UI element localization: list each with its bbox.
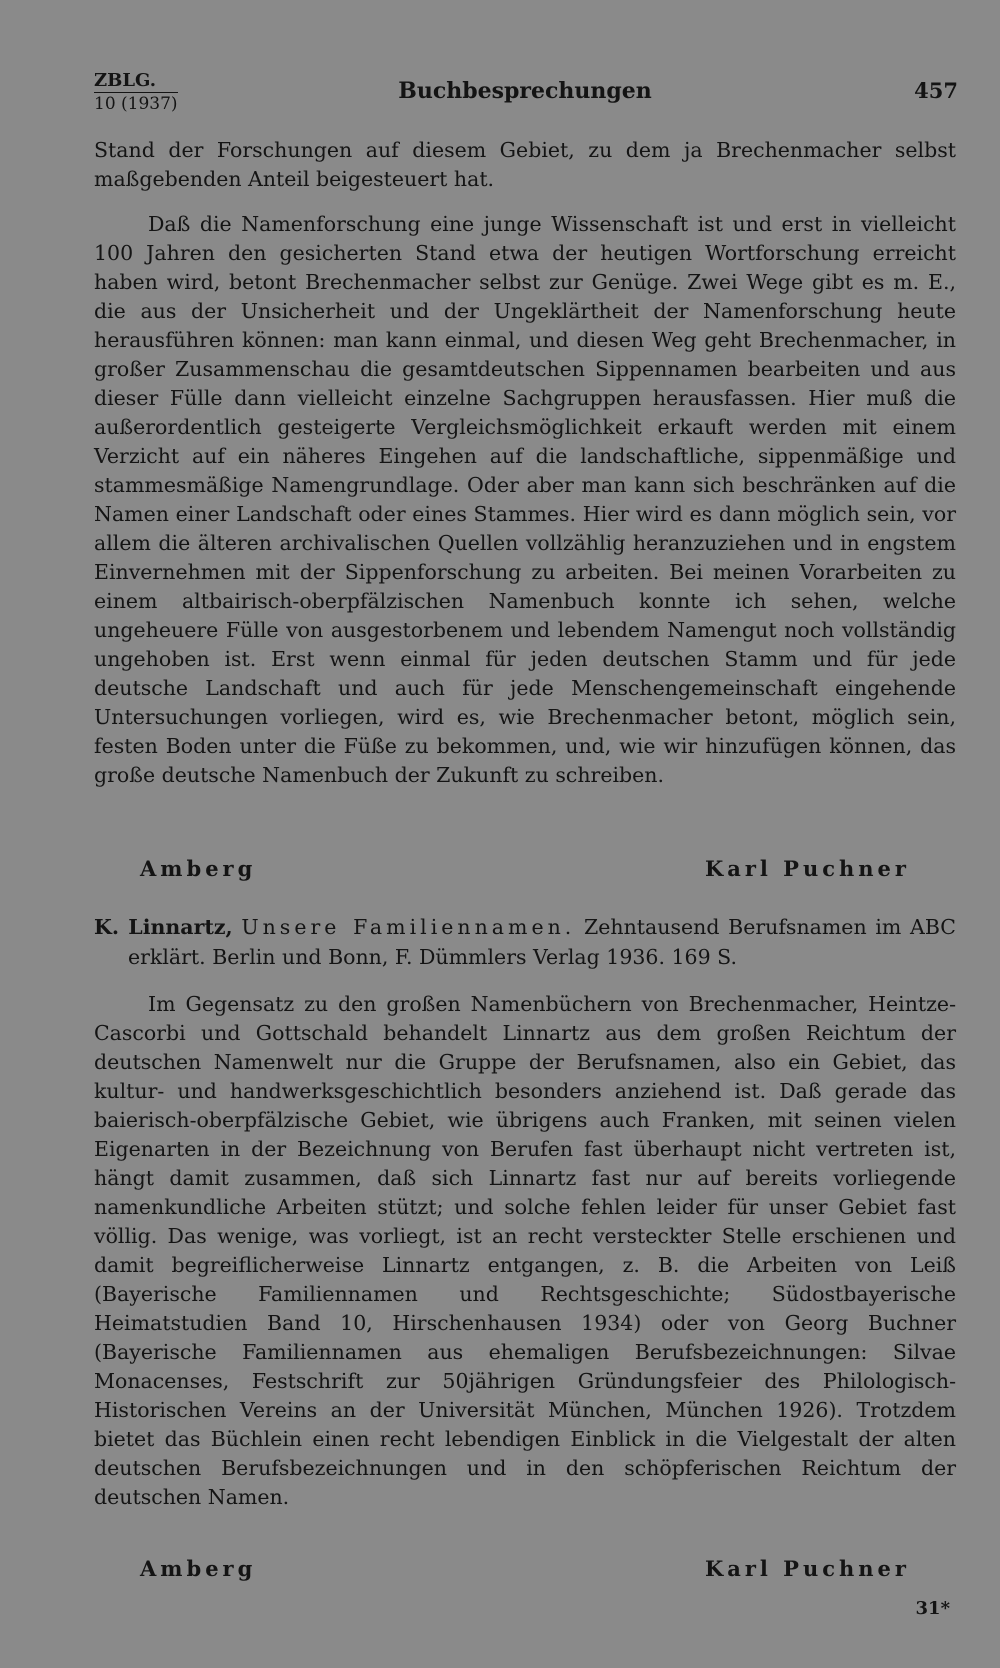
paragraph: Daß die Namenforschung eine junge Wissenschaft ist und erst in vielleicht 100 Jahren den gesicherten Stand etwa der heutigen Wortforschung erreicht haben wird, betont Brechenmacher selbst zur Genüge. Zwei Wege gibt es m. E., die aus der Unsicherheit und der Ungeklärtheit der Namenforschung heute herausführen können: man kann einmal, und diesen Weg geht Brechenmacher, in großer Zusammenschau die gesamtdeutschen Sippennamen bearbeiten und aus dieser Fülle dann vielleicht einzelne Sachgruppen herausfassen. Hier muß die außerordentlich gesteigerte Vergleichsmöglichkeit erkauft werden mit einem Verzicht auf ein näheres Eingehen auf die landschaftliche, sippenmäßige und stammesmäßige Namengrundlage. Oder aber man kann sich beschränken auf die Namen einer Landschaft oder eines Stammes. Hier wird es dann möglich sein, vor allem die älteren archivalischen Quellen vollzählig heranzuziehen und in engstem Einvernehmen mit der Sippenforschung zu arbeiten. Bei meinen Vorarbeiten zu einem altbairisch-oberpfälzischen Namenbuch konnte ich sehen, welche ungeheuere Fülle von ausgestorbenem und lebendem Namengut noch vollständig ungehoben ist. Erst wenn einmal für jeden deutschen Stamm und für jede deutsche Landschaft und auch für jede Menschengemeinschaft eingehende Untersuchungen vorliegen, wird es, wie Brechenmacher betont, möglich sein, festen Boden unter die Füße zu bekommen, und, wie wir hinzufügen können, das große deutsche Namenbuch der Zukunft zu schreiben. xyxy=(94,212,956,787)
review2-body xyxy=(94,990,956,1512)
citation-title: Unsere Familiennamen. xyxy=(241,915,576,939)
journal-abbrev: ZBLG. xyxy=(94,70,157,91)
paragraph: Im Gegensatz zu den großen Namenbüchern von Brechenmacher, Heintze-Cascorbi und Gottschald behandelt Linnartz aus dem großen Reichtum der deutschen Namenwelt nur die Gruppe der Berufsnamen, also ein Gebiet, das kultur- und handwerksgeschichtlich besonders anziehend ist. Daß gerade das baierisch-oberpfälzische Gebiet, wie übrigens auch Franken, mit seinen vielen Eigenarten in der Bezeichnung von Berufen fast überhaupt nicht vertreten ist, hängt damit zusammen, daß sich Linnartz fast nur auf bereits vorliegende namenkundliche Arbeiten stützt; und solche fehlen leider für unser Gebiet fast völlig. Das wenige, was vorliegt, ist an recht versteckter Stelle erschienen und damit begreiflicherweise Linnartz entgangen, z. B. die Arbeiten von Leiß (Bayerische Familiennamen und Rechtsgeschichte; Südostbayerische Heimatstudien Band 10, Hirschenhausen 1934) oder von Georg Buchner (Bayerische Familiennamen aus ehemaligen Berufsbezeichnungen: Silvae Monacenses, Festschrift zur 50jährigen Gründungsfeier des Philologisch-Historischen Vereins an der Universität München, München 1926). Trotzdem bietet das Büchlein einen recht lebendigen Einblick in die Vielgestalt der alten deutschen Berufsbezeichnungen und in den schöpferischen Reichtum der deutschen Namen. xyxy=(94,992,956,1509)
signature-author: Karl Puchner xyxy=(704,856,910,881)
review1-continuation xyxy=(94,136,956,194)
journal-volume: 10 (1937) xyxy=(94,94,178,114)
printer-signature-mark: 31* xyxy=(915,1598,950,1619)
paragraph: Stand der Forschungen auf diesem Gebiet, zu dem ja Brechenmacher selbst maßgebenden Anteil beigesteuert hat. xyxy=(94,138,956,191)
review2-citation xyxy=(94,912,956,972)
page-number: 457 xyxy=(914,78,958,103)
page-header xyxy=(92,68,958,118)
signature-place: Amberg xyxy=(140,1556,257,1581)
citation-details: Zehntausend Berufsnamen im ABC erklärt. Berlin und Bonn, F. Dümmlers Verlag 1936. 169 S. xyxy=(128,915,956,969)
section-title: Buchbesprechungen xyxy=(398,78,652,104)
signature-author: Karl Puchner xyxy=(704,1556,910,1581)
review1-body xyxy=(94,210,956,790)
citation-author: K. Linnartz, xyxy=(94,915,233,939)
signature-place: Amberg xyxy=(140,856,257,881)
